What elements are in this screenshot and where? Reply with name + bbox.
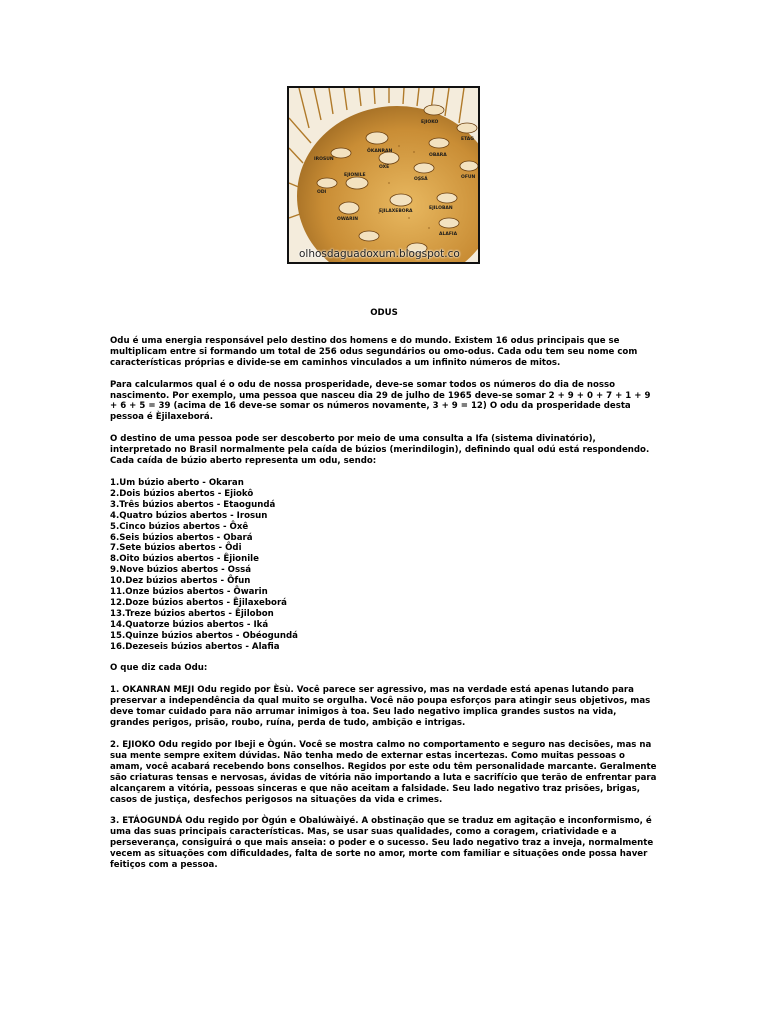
list-item: 4.Quatro búzios abertos - Irosun xyxy=(110,510,268,521)
odu-list xyxy=(110,478,658,653)
figure-label: OKANRAN xyxy=(367,149,393,154)
list-item: 3.Três búzios abertos - Etaogundá xyxy=(110,499,276,510)
odu-section: 1. OKANRAN MEJI Odu regido por Èsù. Você parece ser agressivo, mas na verdade está apenas lutando para preservar a independência da qual muito se orgulha. Você não poupa esforços para atingir seus objetivos, mas deve tomar cuidado para não arrumar inimigos à toa. Seu lado negativo implica grandes sustos na vida, grandes perigos, prisão, roubo, ruína, perda de tudo, ambição e intrigas. xyxy=(110,685,651,729)
list-item: 5.Cinco búzios abertos - Ôxê xyxy=(110,521,249,532)
list-item: 12.Doze búzios abertos - Êjilaxeborá xyxy=(110,597,287,608)
list-item: 9.Nove búzios abertos - Ossá xyxy=(110,565,252,576)
figure-label: EJIONILE xyxy=(344,173,366,178)
subheading: O que diz cada Odu: xyxy=(110,663,208,674)
document-body xyxy=(110,308,658,882)
buzios-board-illustration xyxy=(289,88,478,262)
figure-label: EJIOKO xyxy=(421,120,439,125)
figure-label: OBARA xyxy=(429,153,447,158)
figure-label: ETAG xyxy=(461,137,474,142)
list-item: 10.Dez búzios abertos - Ôfun xyxy=(110,576,251,587)
paragraph: Para calcularmos qual é o odu de nossa prosperidade, deve-se somar todos os números do dia de nosso nascimento. Por exemplo, uma pessoa que nasceu dia 29 de julho de 1965 deve-se somar 2 + 9 + 0 + 7 + 1 + 9 + 6 + 5 = 39 (acima de 16 deve-se somar os números novamente, 3 + 9 = 12) O odu da prosperidade desta pessoa é Èjilaxeborá. xyxy=(110,379,651,423)
figure-label: OSSÁ xyxy=(414,177,428,182)
list-item: 11.Onze búzios abertos - Ôwarin xyxy=(110,587,268,598)
figure-label: OWARIN xyxy=(337,217,358,222)
figure-label: OFUN xyxy=(461,175,476,180)
list-item: 6.Seis búzios abertos - Obará xyxy=(110,532,253,543)
figure-label: ODI xyxy=(317,190,327,195)
list-item: 2.Dois búzios abertos - Ejiokô xyxy=(110,488,254,499)
list-item: 15.Quinze búzios abertos - Obéogundá xyxy=(110,630,298,641)
paragraph: Odu é uma energia responsável pelo destino dos homens e do mundo. Existem 16 odus principais que se multiplicam entre si formando um total de 256 odus segundários ou omo-odus. Cada odu tem seu nome com características próprias e divide-se em caminhos vinculados a um infinito números de mitos. xyxy=(110,335,638,368)
divination-board-image xyxy=(287,86,480,264)
figure-label: ALAFIA xyxy=(439,232,458,237)
document-title: ODUS xyxy=(370,308,398,318)
list-item: 16.Dezeseis búzios abertos - Alafia xyxy=(110,641,280,652)
list-item: 7.Sete búzios abertos - Ôdi xyxy=(110,543,242,554)
odu-section: 3. ETÁOGUNDÁ Odu regido por Ògún e Obalúwàiyé. A obstinação que se traduz em agitação e inconformismo, é uma das suas principais características. Mas, se usar suas qualidades, como a coragem, criatividade e a perseverança, consiguirá o que mais anseia: o poder e o sucesso. Seu lado negativo traz a inveja, normalmente vecem as situações com dificuldades, falta de sorte no amor, morte com familiar e situações onde possa haver feitiços com a pessoa. xyxy=(110,816,654,871)
figure-label: OXE xyxy=(379,165,390,170)
figure-label: EJILOBAN xyxy=(429,206,453,211)
list-item: 13.Treze búzios abertos - Êjilobon xyxy=(110,608,274,619)
list-item: 1.Um búzio aberto - Okaran xyxy=(110,477,244,488)
paragraph: O destino de uma pessoa pode ser descoberto por meio de uma consulta a Ifa (sistema divinatório), interpretado no Brasil normalmente pela caída de búzios (merindilogin), definindo qual odú está respondendo. Cada caída de búzio aberto representa um odu, sendo: xyxy=(110,434,650,467)
figure-label: EJILAXEBORA xyxy=(379,209,413,214)
figure-label: IROSUN xyxy=(314,157,334,162)
image-caption: olhosdaguadoxum.blogspot.co xyxy=(299,248,460,260)
odu-section: 2. EJIOKO Odu regido por Ibeji e Ògún. Você se mostra calmo no comportamento e seguro nas decisões, mas na sua mente sempre exitem dúvidas. Não tenha medo de externar estas incertezas. Como muitas pessoas o amam, você acabará recebendo bons conselhos. Regidos por este odu têm personalidade marcante. Geralmente são criaturas tensas e nervosas, ávidas de vitória não importando a luta e sacrifício que terão de enfrentar para alcançarem a vitória, pessoas sinceras e que não aceitam a falsidade. Seu lado negativo traz prisões, brigas, casos de justiça, desfechos perigosos na situações da vida e crimes. xyxy=(110,740,657,805)
list-item: 8.Oito búzios abertos - Êjionile xyxy=(110,554,259,565)
list-item: 14.Quatorze búzios abertos - Iká xyxy=(110,619,269,630)
